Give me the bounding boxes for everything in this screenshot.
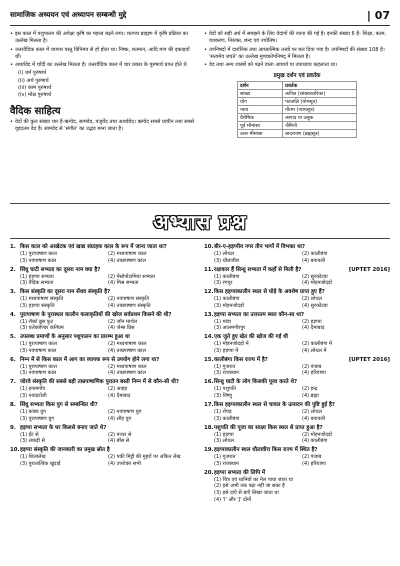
question-item	[10, 334, 196, 354]
table-row	[238, 122, 357, 130]
answer-option: (1) पुरापाषाण काल	[20, 363, 57, 370]
answer-option: (3) विष्णु	[214, 393, 232, 400]
table-row	[238, 130, 357, 138]
question-text	[204, 244, 390, 251]
answer-options	[10, 341, 196, 354]
answer-option: (1) पुरापाषाण काल	[20, 251, 57, 257]
answer-option: (4) जेम्स प्रिंस	[108, 325, 135, 332]
darshan-table-title: प्रमुख दर्शन एवं प्रवर्तक	[273, 73, 321, 80]
answer-option: (1) ईंट से	[20, 431, 39, 438]
intro-bullet: • उत्तरवैदिक काल में व्यापार वस्तु विनिमय से हो होता था। निष्क, शतमान, आदि माप की इकाइयाँ थीं।	[10, 47, 196, 62]
intro-right-column	[204, 31, 390, 201]
question-number: 5.	[10, 334, 16, 341]
answer-option: (2) लोथल	[302, 409, 322, 416]
question-stem: हड़प्पा सभ्यता की लिपि में	[214, 469, 266, 476]
answer-option: (1) गुजरात	[214, 363, 236, 370]
question-number: 2.	[10, 266, 16, 273]
question-stem: सिंधु घाटी सभ्यता का दूसरा नाम क्या है?	[20, 266, 101, 273]
answer-option: (3) रंगपुर	[214, 280, 233, 287]
question-stem: सिन्धु घाटी के लोग किसकी पूजा करते थे?	[214, 379, 298, 386]
answer-option: (2) नवपाषाण संस्कृति	[108, 296, 150, 303]
answer-option: (1) गुजरात	[214, 454, 236, 461]
question-stem: हड़प्पाकालीन स्थल धौलावीरा किस राज्य में स्थित है?	[214, 447, 318, 454]
answer-options	[204, 454, 390, 467]
page-header	[10, 8, 390, 26]
answer-options	[204, 274, 390, 287]
question-item	[10, 402, 196, 422]
answer-option: (1) हड़प्पा	[214, 431, 234, 438]
answer-option: (4) बनावली	[302, 257, 326, 264]
question-number: 16.	[204, 379, 214, 386]
answer-option: (3) धौलावीरा	[214, 257, 240, 264]
question-item	[204, 402, 390, 422]
answer-options	[204, 432, 390, 445]
answer-option: (4) ताम्रपाषाण संस्कृति	[108, 302, 151, 309]
answer-option: (4) बाँस से	[108, 438, 130, 445]
questions-left-column	[10, 244, 196, 506]
answer-options	[204, 364, 390, 377]
answer-option: (2) नवपाषाण युग	[108, 409, 142, 416]
table-cell: वैशेषिक	[238, 114, 283, 122]
question-text	[10, 312, 196, 319]
table-header-row	[238, 82, 357, 90]
answer-options	[10, 386, 196, 399]
page-number: | 07	[366, 8, 390, 22]
table-cell: गौतम (न्यायसूत्र)	[283, 106, 357, 114]
intro-bullet: • वेदों को सही अर्थ में समझने के लिए वेदांगों की रचना की गई है। इनकी संख्या 6 है- शिक्षा, कल्प, व्याकरण, निरुक्त, छन्द एवं ज्योतिष।	[204, 31, 390, 46]
question-stem: हड़प्पा सभ्यता के घर किससे बनाए जाते थे?	[20, 424, 107, 431]
question-item	[204, 312, 390, 332]
exam-tag: [UPTET 2016]	[348, 266, 390, 273]
question-text	[10, 425, 196, 432]
question-number: 18.	[204, 424, 214, 431]
question-stem: किस संस्कृति का दूसरा नाम सेंधव संस्कृति है?	[20, 289, 111, 296]
question-number: 4.	[10, 311, 16, 318]
answer-option: (2) कालीबंगा में	[302, 341, 333, 348]
answer-option: (3) इसे दाएँ से बाएँ लिखा जाता था	[214, 489, 279, 496]
question-item	[10, 379, 196, 399]
table-cell: पूर्व मीमांसा	[238, 122, 283, 130]
answer-option: (4) सुरकोटडा	[302, 302, 328, 309]
answer-option: (1) रोपड़	[214, 409, 232, 416]
question-item	[10, 244, 196, 264]
intro-bullet: • वेद तथा अन्य शास्त्रों को पढ़ने वाला आचार्य या उपाध्याय कहलाता था।	[204, 62, 390, 69]
answer-option: (3) नवपाषाण काल	[20, 257, 57, 264]
question-stem: एक जुते हुए खेत की खोज की गई थी	[214, 334, 288, 341]
answer-options	[204, 319, 390, 332]
answer-option: (1) इनामगाँव	[20, 386, 46, 393]
table-cell: न्याय	[238, 106, 283, 114]
table-cell: जैमिनी	[283, 122, 357, 130]
question-stem: जोरवे संस्कृति की सबसे बड़ी ताम्रपाषाणिक पुरातन बस्ती निम्न में से कौन-सी थी?	[20, 379, 180, 386]
answer-option: (4) ताम्रपाषाण काल	[108, 370, 146, 377]
question-stem: सिंधु सभ्यता किस युग से सम्बन्धित थी?	[20, 402, 98, 409]
intro-bullet: • उपनिषदों में दार्शनिक तथा आध्यात्मिक तत्त्वों पर बल दिया गया है। उपनिषदों की संख्या 108 है। 'सत्यमेव जयते' का उल्लेख मुण्डकोपनिषद् में मिलता है।	[204, 47, 390, 62]
answer-options	[10, 296, 196, 309]
answer-option: (3) आलमगीरपुर	[214, 325, 246, 332]
question-item	[204, 244, 390, 264]
answer-option: (1) कांस्य युग	[20, 409, 46, 416]
answer-option: (2) इसे अभी तक पढ़ा नहीं जा सका है	[214, 483, 285, 490]
answer-option: (4) मिस्र सभ्यता	[108, 280, 139, 287]
answer-option: (2) जॉन मार्शल	[108, 318, 138, 325]
answer-option: (3) नवदाटोली	[20, 393, 47, 400]
answer-option: (2) सुरकोटडा	[302, 273, 328, 280]
question-stem: पुरापाषाण के पुरास्थल कालीन कलाकृतियों की खोज सर्वप्रथम किसने की थी?	[20, 311, 172, 318]
question-text	[204, 402, 390, 409]
table-cell: योग	[238, 98, 283, 106]
question-number: 17.	[204, 402, 214, 409]
answer-option: (4) 'I' और 'J' दोनों	[214, 496, 252, 503]
intro-section	[10, 31, 390, 201]
darshan-table	[237, 81, 357, 138]
answer-option: (1) मोहनजोदड़ो में	[214, 341, 249, 348]
answer-option: (4) लोथल में	[302, 347, 327, 354]
question-number: 11.	[204, 266, 214, 273]
answer-option: (4) लौह युग	[108, 415, 132, 422]
question-stem: पशुपति की पूजा का साक्ष्य किस स्थल से प्राप्त हुआ है?	[214, 424, 323, 431]
question-number: 3.	[10, 289, 16, 296]
question-text	[204, 357, 390, 364]
vedic-text: • वेदों की कुल संख्या चार है-ऋग्वेद, सामवेद, यजुर्वेद तथा अथर्ववेद। ऋग्वेद सबसे प्राचीन तथा सबसे वृहदतम वेद है। सामवेद से 'संगीत' का उद्भव माना जाता है।	[10, 119, 196, 134]
answer-option: (3) कालीबंगा	[214, 415, 240, 422]
answer-options	[10, 432, 196, 445]
practice-title: अभ्यास प्रश्न	[153, 209, 247, 234]
list-item: (iv) मोक्ष पुरुषार्थ	[18, 92, 52, 99]
intro-bullet: • अथर्ववेद में चाँदी का उल्लेख मिलता है। उत्तरवैदिक काल में चार प्रकार के पुरुषार्थ प्राप्त होते थे	[10, 62, 196, 69]
question-number: 19.	[204, 447, 214, 454]
answer-option: (2) कालीबंगा	[302, 251, 328, 257]
answer-option: (2) मध्यपाषाण काल	[108, 363, 147, 370]
answer-option: (4) दैमाबाद	[302, 325, 325, 332]
table-row	[238, 106, 357, 114]
question-text	[204, 425, 390, 432]
answer-option: (1) चित्र एवं ध्वनियों का मेल पाया जाता था	[214, 476, 293, 483]
answer-option: (4) बनावली	[302, 415, 326, 422]
answer-option: (4) ब्रह्मा	[302, 393, 319, 400]
answer-options	[10, 319, 196, 332]
answer-option: (1) मध्यपाषाण संस्कृति	[20, 296, 64, 303]
question-item	[204, 334, 390, 354]
answer-option: (3) मोहनजोदड़ो	[214, 302, 245, 309]
question-number: 10.	[10, 447, 20, 454]
answer-option: (1) शिलालेख	[20, 454, 46, 461]
answer-options	[204, 477, 390, 503]
question-stem: बीर-ए-हड़प्पीय नगर तीन भागों में विभक्त था?	[214, 244, 306, 250]
question-number: 12.	[204, 289, 214, 296]
question-text	[204, 267, 390, 274]
question-number: 15.	[204, 356, 214, 363]
question-stem: किस काल को आखेटक एवं खाद्य संग्राहक काल के रूप में जाना जाता था?	[20, 244, 167, 250]
answer-option: (1) पुरापाषाण काल	[20, 341, 57, 348]
table-header-cell: प्रवर्तक	[283, 82, 357, 90]
answer-option: (2) लोथल	[302, 296, 322, 303]
table-cell: उत्तर मीमांसा	[238, 130, 283, 138]
answer-option: (1) कालीबंगा	[214, 273, 240, 280]
answer-option: (4) ताम्रपाषाण काल	[108, 347, 146, 354]
answer-option: (3) एलेक्जेण्डर कनिंघम	[20, 325, 64, 332]
answer-option: (2) मेसोपोटामिया सभ्यता	[108, 273, 155, 280]
answer-option: (2) मध्यपाषाण काल	[108, 341, 147, 348]
question-item	[10, 312, 196, 332]
question-number: 10.	[204, 244, 214, 250]
question-stem: किस हड़प्पाकालीन स्थल से घोड़े के अवशेष प्राप्त हुए हैं?	[214, 289, 325, 296]
list-item: (iii) काम पुरुषार्थ	[18, 85, 52, 92]
question-text	[10, 267, 196, 274]
answer-option: (1) हड़प्पा सभ्यता	[20, 273, 54, 280]
answer-option: (2) पंजाब	[302, 454, 322, 461]
answer-options	[204, 386, 390, 399]
question-text	[204, 470, 390, 477]
answer-options	[204, 251, 390, 264]
header-title: सामाजिक अध्ययन एवं अध्यापन सम्बन्धी मुद्दे	[10, 10, 127, 19]
answer-option: (3) हड़प्पा में	[214, 347, 239, 354]
answer-option: (2) मध्यपाषाण काल	[108, 251, 147, 257]
question-number: 8.	[10, 402, 16, 409]
list-item: (i) धर्म पुरुषार्थ	[18, 70, 47, 77]
table-row	[238, 90, 357, 98]
question-item	[204, 470, 390, 503]
answer-option: (3) वैदिक सभ्यता	[20, 280, 54, 287]
question-text	[204, 312, 390, 319]
question-item	[10, 357, 196, 377]
answer-option: (3) नवपाषाण काल	[20, 370, 57, 377]
question-number: 9.	[10, 424, 16, 431]
answer-option: (3) राजस्थान	[214, 370, 239, 377]
answer-option: (4) दैमाबाद	[108, 393, 131, 400]
questions-section	[10, 244, 390, 506]
answer-option: (1) पशुपति	[214, 386, 236, 393]
answer-option: (3) लोथल	[214, 438, 234, 445]
question-item	[204, 267, 390, 287]
question-number: 13.	[204, 311, 214, 318]
exam-tag: [UPTET 2016]	[348, 356, 390, 363]
question-item	[204, 447, 390, 467]
answer-option: (2) पत्थर से	[108, 431, 132, 438]
question-stem: रक्षाकार हैं सिन्धु सभ्यता में कहाँ से मिली है?	[214, 266, 302, 273]
answer-option: (1) मांडा	[214, 318, 231, 325]
question-stem: किस हड़प्पाकालीन स्थल से चावल के उत्पादन की पुष्टि हुई है?	[214, 402, 335, 409]
table-row	[238, 114, 357, 122]
question-number: 14.	[204, 334, 214, 341]
answer-option: (3) लकड़ी से	[20, 438, 45, 445]
answer-option: (4) हरियाणा	[302, 460, 326, 467]
question-text	[10, 334, 196, 341]
intro-left-column	[10, 31, 196, 201]
answer-option: (1) रॉबर्ट ब्रूस फुट	[20, 318, 54, 325]
answer-option: (4) हरियाणा	[302, 370, 326, 377]
purusharth-list	[10, 70, 196, 99]
answer-option: (3) पुरापाषाण युग	[20, 415, 55, 422]
answer-option: (3) राजस्थान	[214, 460, 239, 467]
list-item: (ii) अर्थ पुरुषार्थ	[18, 77, 49, 84]
question-text	[10, 244, 196, 251]
answer-options	[204, 296, 390, 309]
answer-option: (3) नवपाषाण काल	[20, 347, 57, 354]
answer-option: (2) आहड़	[108, 386, 128, 393]
question-text	[10, 402, 196, 409]
question-item	[10, 447, 196, 467]
table-cell: कणाद या उलूक	[283, 114, 357, 122]
practice-banner	[10, 203, 390, 239]
answer-option: (4) उपरोक्त सभी	[108, 460, 141, 467]
answer-option: (4) कालीबंगा	[302, 438, 328, 445]
table-cell: सांख्य	[238, 90, 283, 98]
answer-option: (1) लोथल	[214, 251, 234, 257]
question-item	[10, 425, 196, 445]
answer-option: (4) मोहनजोदड़ो	[302, 280, 333, 287]
question-text	[204, 447, 390, 454]
answer-option: (3) पुरातात्विक खुदाई	[20, 460, 61, 467]
question-stem: उपलब्ध प्रमाणों के अनुसार पशुपालन का प्रारम्भ हुआ था	[20, 334, 130, 341]
question-item	[204, 379, 390, 399]
answer-option: (2) इन्द्र	[302, 386, 318, 393]
intro-bullet: • इस काल में पशुपालन की अपेक्षा कृषि का महत्त्व बढ़ने लगा। शतपथ ब्राह्मण में कृषि प्रक्रिया का उल्लेख मिलता है।	[10, 31, 196, 46]
question-number: 20.	[204, 469, 214, 476]
question-stem: कालीबंगा किस राज्य में है?	[214, 356, 268, 363]
answer-options	[10, 364, 196, 377]
table-header-cell: दर्शन	[238, 82, 283, 90]
answer-option: (2) हड़प्पा	[302, 318, 322, 325]
answer-options	[10, 409, 196, 422]
question-number: 6.	[10, 356, 16, 363]
question-number: 1.	[10, 244, 16, 250]
answer-option: (3) हड़प्पा संस्कृति	[20, 302, 55, 309]
question-stem: हड़प्पा संस्कृति की जानकारी का प्रमुख स्रोत है	[20, 447, 110, 454]
question-number: 7.	[10, 379, 16, 386]
table-row	[238, 98, 357, 106]
answer-option: (2) पंजाब	[302, 363, 322, 370]
answer-options	[10, 454, 196, 467]
answer-option: (1) कालीबंगा	[214, 296, 240, 303]
answer-option: (4) ताम्रपाषाण काल	[108, 257, 146, 264]
table-cell: पतंजलि (योगसूत्र)	[283, 98, 357, 106]
question-item	[10, 289, 196, 309]
answer-options	[204, 409, 390, 422]
table-cell: कपिल (सांख्यकारिका)	[283, 90, 357, 98]
question-text	[10, 357, 196, 364]
question-item	[204, 289, 390, 309]
table-cell: बादरायण (ब्रह्मसूत्र)	[283, 130, 357, 138]
section-heading: वैदिक साहित्य	[10, 105, 61, 117]
question-item	[10, 267, 196, 287]
question-stem: निम्न में से किस काल में आग का व्यापक रूप से उपयोग होने लगा था?	[20, 356, 160, 363]
question-item	[204, 357, 390, 377]
questions-right-column	[204, 244, 390, 506]
question-item	[204, 425, 390, 445]
answer-option: (2) मोहनजोदड़ो	[302, 431, 333, 438]
answer-options	[10, 251, 196, 264]
answer-option: (2) पकी मिट्टी की मुहरों पर अंकित लेख	[108, 454, 181, 461]
question-stem: हड़प्पा सभ्यता का उत्तरतम स्थल कौन-सा था?	[214, 311, 305, 318]
answer-options	[10, 274, 196, 287]
answer-options	[204, 341, 390, 354]
